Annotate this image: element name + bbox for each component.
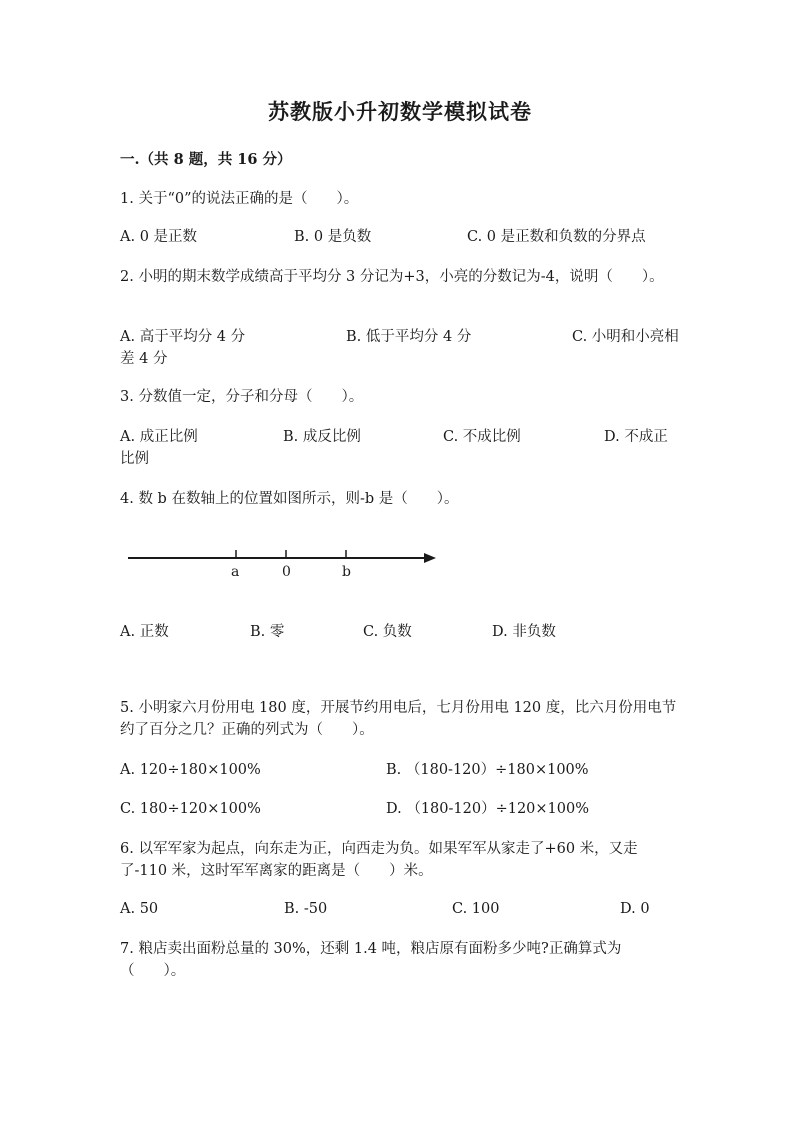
question-5-option-c[interactable]: C. 180÷120×100% [120,801,261,817]
question-2-option-b[interactable]: B. 低于平均分 4 分 [346,329,472,345]
question-6-stem: 6. 以军军家为起点，向东走为正，向西走为负。如果军军从家走了+60 米，又走了-110 米，这时军军离家的距离是（ ）米。 [120,841,638,879]
label-a: a [231,564,240,580]
question-6-option-a[interactable]: A. 50 [120,901,159,917]
question-7-stem: 7. 粮店卖出面粉总量的 30%，还剩 1.4 吨，粮店原有面粉多少吨?正确算式为（ ）。 [120,941,622,979]
question-1-option-a[interactable]: A. 0 是正数 [120,229,198,245]
question-4-option-a[interactable]: A. 正数 [120,624,169,640]
question-1-option-c[interactable]: C. 0 是正数和负数的分界点 [467,229,646,245]
question-6-option-b[interactable]: B. -50 [284,901,328,917]
page-title: 苏教版小升初数学模拟试卷 [268,99,532,124]
label-zero: 0 [282,564,291,580]
label-b: b [342,564,351,580]
question-5-option-d[interactable]: D. （180-120）÷120×100% [386,801,590,817]
number-line-figure [120,540,450,590]
question-1-option-b[interactable]: B. 0 是负数 [294,229,372,245]
question-6-option-d[interactable]: D. 0 [620,901,650,917]
question-2-option-c[interactable]: C. 小明和小亮相差 4 分 [120,329,679,367]
question-6-option-c[interactable]: C. 100 [452,901,500,917]
question-4-option-b[interactable]: B. 零 [250,624,285,640]
question-1-stem: 1. 关于“0”的说法正确的是（ ）。 [120,191,359,207]
question-5-option-a[interactable]: A. 120÷180×100% [120,762,261,778]
question-3-stem: 3. 分数值一定，分子和分母（ ）。 [120,389,364,405]
question-5-stem: 5. 小明家六月份用电 180 度，开展节约用电后，七月份用电 120 度，比六月份用电节约了百分之几？正确的列式为（ ）。 [120,700,677,738]
question-3-option-d[interactable]: D. 不成正比例 [120,429,668,467]
question-2-stem: 2. 小明的期末数学成绩高于平均分 3 分记为+3，小亮的分数记为-4，说明（ ）。 [120,269,664,285]
question-4-stem: 4. 数 b 在数轴上的位置如图所示，则-b 是（ ）。 [120,491,459,507]
question-5-option-b[interactable]: B. （180-120）÷180×100% [386,762,589,778]
question-3-option-a[interactable]: A. 成正比例 [120,429,198,445]
question-3-option-b[interactable]: B. 成反比例 [283,429,361,445]
question-4-option-d[interactable]: D. 非负数 [492,624,556,640]
number-line-arrow [424,553,436,563]
question-3-option-c[interactable]: C. 不成比例 [443,429,521,445]
question-2-option-a[interactable]: A. 高于平均分 4 分 [120,329,246,345]
section-heading: 一.（共 8 题，共 16 分） [120,151,292,168]
question-4-option-c[interactable]: C. 负数 [363,624,412,640]
